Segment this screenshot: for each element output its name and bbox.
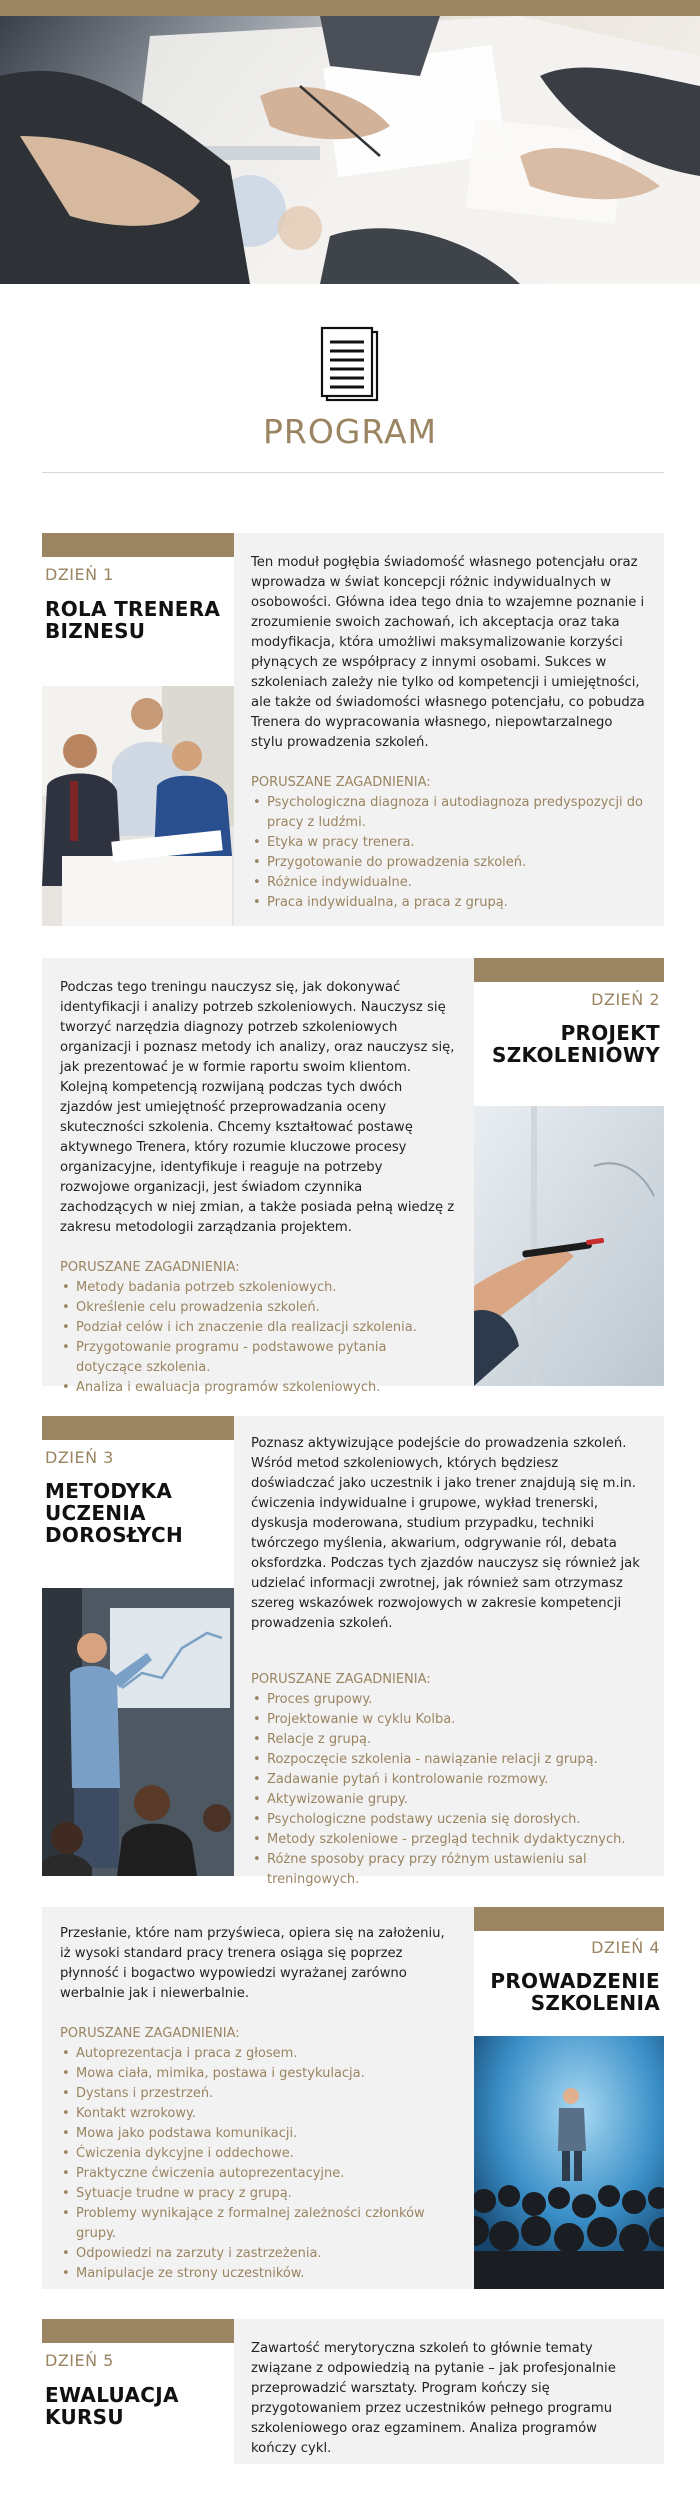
- list-item: • Mowa ciała, mimika, postawa i gestykulacja.: [60, 2064, 456, 2084]
- list-item: • Zadawanie pytań i kontrolowanie rozmowy.: [251, 1770, 646, 1790]
- day-1-title: ROLA TRENERA BIZNESU: [45, 597, 221, 643]
- day-1-label: DZIEŃ 1: [45, 565, 114, 584]
- day-3-description: Poznasz aktywizujące podejście do prowadzenia szkoleń. Wśród metod szkoleniowych, których będziesz doświadczać jako uczestnik i jako trener znajdują się m.in. ćwiczenia indywidualne i grupowe, wykład trenerski, dyskusja moderowana, studium przypadku, techniki twórczego myślenia, akwarium, odgrywanie ról, debata oksfordzka. Podczas tych zjazdów nauczysz się również jak udzielać informacji zwrotnej, jak również sam otrzymasz szereg wskazówek rozwojowych w zakresie kompetencji prowadzenia szkoleń.: [251, 1436, 640, 1631]
- day-3-label: DZIEŃ 3: [45, 1448, 114, 1467]
- day-5-description: Zawartość merytoryczna szkoleń to głównie tematy związane z odpowiedzią na pytanie – jak profesjonalnie przeprowadzić warsztaty. Program kończy się przygotowaniem przez uczestników pełnego programu szkoleniowego oraz egzaminem. Analiza programów kończy cykl.: [251, 2341, 616, 2456]
- list-item: • Sytuacje trudne w pracy z grupą.: [60, 2184, 456, 2204]
- list-item: • Projektowanie w cyklu Kolba.: [251, 1710, 646, 1730]
- list-item: • Ćwiczenia dykcyjne i oddechowe.: [60, 2144, 456, 2164]
- day-4-photo: [474, 2036, 664, 2289]
- day-4-topics-heading: PORUSZANE ZAGADNIENIA:: [60, 2026, 240, 2041]
- day-3-accent-bar: [42, 1416, 234, 1440]
- day-3-content: [234, 1416, 664, 1887]
- list-item: • Różnice indywidualne.: [251, 873, 646, 893]
- day-2-topics: [60, 1278, 456, 1398]
- day-1-content: [234, 533, 664, 926]
- list-item: • Mowa jako podstawa komunikacji.: [60, 2124, 456, 2144]
- list-item: • Autoprezentacja i praca z głosem.: [60, 2044, 456, 2064]
- day-2-content: [42, 958, 474, 1395]
- day-1-topics-heading: PORUSZANE ZAGADNIENIA:: [251, 775, 431, 790]
- page-title: PROGRAM: [262, 412, 437, 451]
- divider: [42, 472, 664, 473]
- document-icon: [318, 326, 382, 404]
- list-item: • Etyka w pracy trenera.: [251, 833, 646, 853]
- top-accent-bar: [0, 0, 700, 16]
- day-4-topics: [60, 2044, 456, 2284]
- list-item: • Relacje z grupą.: [251, 1730, 646, 1750]
- day-4-content: [42, 1907, 474, 2289]
- list-item: • Analiza i ewaluacja programów szkoleniowych.: [60, 1378, 456, 1398]
- list-item: • Rozpoczęcie szkolenia - nawiązanie relacji z grupą.: [251, 1750, 646, 1770]
- day-5-label: DZIEŃ 5: [45, 2351, 114, 2370]
- day-4-title: PROWADZENIE SZKOLENIA: [490, 1969, 660, 2015]
- list-item: • Psychologiczne podstawy uczenia się dorosłych.: [251, 1810, 646, 1830]
- day-5-content: [234, 2319, 664, 2464]
- day-2-accent-bar: [474, 958, 664, 982]
- day-2-label: DZIEŃ 2: [591, 990, 660, 1009]
- list-item: • Proces grupowy.: [251, 1690, 646, 1710]
- day-1-description: Ten moduł pogłębia świadomość własnego potencjału oraz wprowadza w świat koncepcji różnic indywidualnych w osobowości. Główna idea tego dnia to wzajemne poznanie i zrozumienie swoich zachowań, ich akceptacja oraz taka modyfikacja, która umożliwi maksymalizowanie korzyści płynących ze współpracy z innymi osobami. Sukces w szkoleniach zależy nie tylko od kompetencji i umiejętności, ale także od świadomości własnego potencjału, co pobudza Trenera do wypracowania własnego, niepowtarzalnego stylu prowadzenia szkoleń.: [251, 555, 645, 750]
- list-item: • Metody badania potrzeb szkoleniowych.: [60, 1278, 456, 1298]
- day-3-topics-heading: PORUSZANE ZAGADNIENIA:: [251, 1672, 431, 1687]
- day-1-photo: [42, 686, 234, 926]
- day-2-title: PROJEKT SZKOLENIOWY: [492, 1021, 660, 1067]
- day-3-photo: [42, 1588, 234, 1876]
- day-4-label: DZIEŃ 4: [591, 1938, 660, 1957]
- day-5-title: EWALUACJA KURSU: [45, 2383, 179, 2429]
- list-item: • Praca indywidualna, a praca z grupą.: [251, 893, 646, 913]
- day-4-description: Przesłanie, które nam przyświeca, opiera się na założeniu, iż wysoki standard pracy trenera osiąga się poprzez płynność i bogactwo wypowiedzi wyrażanej zarówno werbalnie jak i niewerbalnie.: [60, 1926, 445, 2001]
- list-item: • Problemy wynikające z formalnej zależności członków grupy.: [60, 2204, 456, 2244]
- list-item: • Kontakt wzrokowy.: [60, 2104, 456, 2124]
- day-1-topics: [251, 793, 646, 913]
- day-3-title: METODYKA UCZENIA DOROSŁYCH: [45, 1479, 184, 1547]
- list-item: • Dystans i przestrzeń.: [60, 2084, 456, 2104]
- list-item: • Przygotowanie do prowadzenia szkoleń.: [251, 853, 646, 873]
- list-item: • Przygotowanie programu - podstawowe pytania dotyczące szkolenia.: [60, 1338, 456, 1378]
- list-item: • Metody szkoleniowe - przegląd technik dydaktycznych.: [251, 1830, 646, 1850]
- day-2-topics-heading: PORUSZANE ZAGADNIENIA:: [60, 1260, 240, 1275]
- day-2-photo: [474, 1106, 664, 1386]
- list-item: • Podział celów i ich znaczenie dla realizacji szkolenia.: [60, 1318, 456, 1338]
- list-item: • Praktyczne ćwiczenia autoprezentacyjne.: [60, 2164, 456, 2184]
- day-2-description: Podczas tego treningu nauczysz się, jak dokonywać identyfikacji i analizy potrzeb szkoleniowych. Nauczysz się tworzyć narzędzia diagnozy potrzeb szkoleniowych organizacji i poznasz metody ich analizy, oraz nauczysz się, jak prezentować je w formie raportu swoim klientom. Kolejną kompetencją rozwijaną podczas tych dwóch zjazdów jest umiejętność przeprowadzania oceny skuteczności szkolenia. Chcemy kształtować postawę aktywnego Trenera, który rozumie kluczowe procesy organizacyjne, identyfikuje i reaguje na potrzeby rozwojowe organizacji, jest świadom czynnika zachodzących w niej zmian, a także posiada pełną wiedzę z zakresu metodologii zarządzania projektem.: [60, 980, 455, 1235]
- list-item: • Aktywizowanie grupy.: [251, 1790, 646, 1810]
- day-5-accent-bar: [42, 2319, 234, 2343]
- day-1-accent-bar: [42, 533, 234, 557]
- day-3-topics: [251, 1690, 646, 1890]
- list-item: • Psychologiczna diagnoza i autodiagnoza predyspozycji do pracy z ludźmi.: [251, 793, 646, 833]
- list-item: • Różne sposoby pracy przy różnym ustawieniu sal treningowych.: [251, 1850, 646, 1890]
- list-item: • Określenie celu prowadzenia szkoleń.: [60, 1298, 456, 1318]
- list-item: • Odpowiedzi na zarzuty i zastrzeżenia.: [60, 2244, 456, 2264]
- hero-image: [0, 16, 700, 284]
- day-4-accent-bar: [474, 1907, 664, 1931]
- list-item: • Manipulacje ze strony uczestników.: [60, 2264, 456, 2284]
